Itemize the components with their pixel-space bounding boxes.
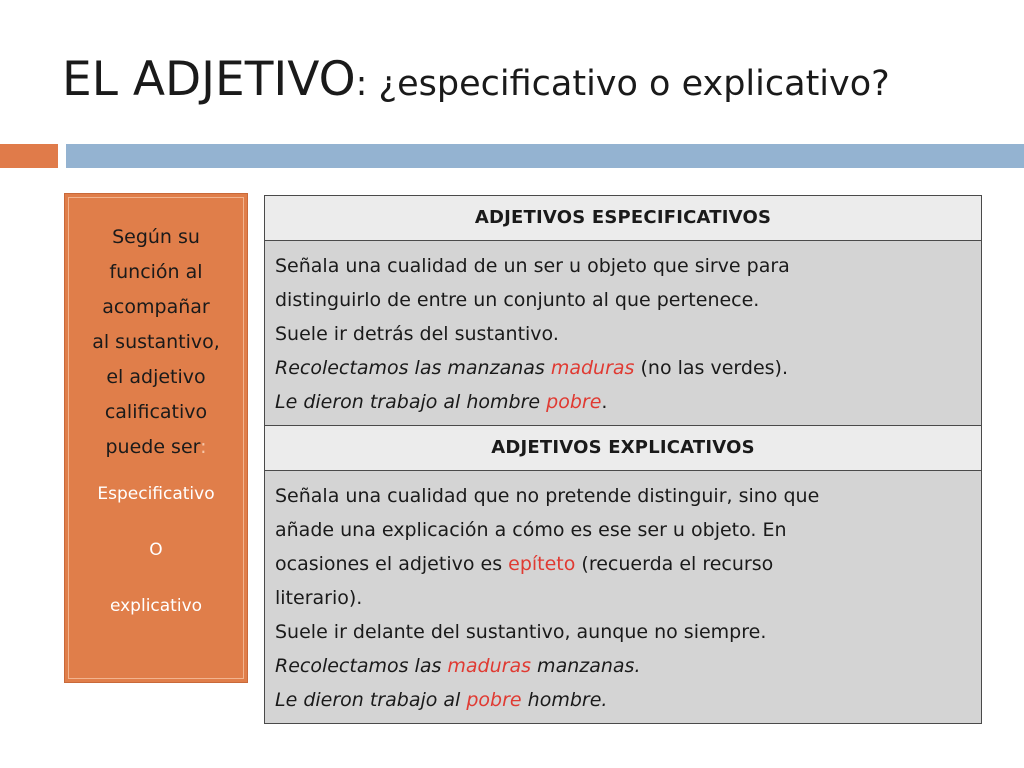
option-connector: O — [149, 540, 163, 560]
side-panel-lead — [81, 220, 231, 465]
accent-bar-blue — [66, 144, 1024, 168]
table-header-especificativos: ADJETIVOS ESPECIFICATIVOS — [265, 196, 981, 241]
title-main: EL ADJETIVO — [62, 52, 356, 107]
lead-line-last — [81, 430, 231, 465]
spec-line: Señala una cualidad de un ser u objeto que sirve para — [275, 255, 790, 277]
expl-line: Señala una cualidad que no pretende distinguir, sino que — [275, 485, 820, 507]
example-text: Le dieron trabajo al — [275, 689, 467, 711]
lead-line: función al — [109, 261, 203, 283]
option-especificativo: Especificativo — [97, 484, 215, 504]
example-text: (no las verdes). — [634, 357, 788, 379]
lead-line: Según su — [112, 226, 200, 248]
table-cell-explicativos — [265, 471, 981, 723]
expl-line-epiteto — [275, 547, 971, 581]
example-text: Le dieron trabajo al hombre — [275, 391, 547, 413]
spec-example-1 — [275, 351, 971, 385]
expl-line: añade una explicación a cómo es ese ser u objeto. En — [275, 519, 787, 541]
lead-line: al sustantivo, — [92, 331, 220, 353]
example-adjective: pobre — [546, 391, 602, 413]
adjective-table — [264, 195, 982, 724]
example-text: Recolectamos las manzanas — [275, 357, 551, 379]
lead-line: puede ser — [105, 436, 201, 458]
spec-example-2 — [275, 385, 971, 419]
accent-bar-orange — [0, 144, 58, 168]
lead-line: acompañar — [102, 296, 210, 318]
example-text: hombre. — [521, 689, 608, 711]
example-adjective: maduras — [447, 655, 532, 677]
spec-line: distinguirlo de entre un conjunto al que pertenece. — [275, 289, 760, 311]
slide-title — [62, 52, 1012, 107]
expl-example-2 — [275, 683, 971, 717]
lead-line: el adjetivo — [106, 366, 206, 388]
table-header-explicativos: ADJETIVOS EXPLICATIVOS — [265, 426, 981, 471]
epiteto-term: epíteto — [508, 553, 576, 575]
example-adjective: maduras — [550, 357, 635, 379]
lead-line: calificativo — [104, 401, 208, 423]
example-text: manzanas. — [531, 655, 641, 677]
expl-text: ocasiones el adjetivo es — [275, 553, 509, 575]
option-explicativo: explicativo — [109, 596, 203, 616]
expl-line: literario). — [275, 587, 363, 609]
example-adjective: pobre — [466, 689, 522, 711]
title-subtitle: ¿especificativo o explicativo? — [367, 64, 890, 104]
example-text: . — [601, 391, 608, 413]
expl-text: (recuerda el recurso — [575, 553, 774, 575]
expl-line: Suele ir delante del sustantivo, aunque no siempre. — [275, 621, 767, 643]
title-colon: : — [355, 64, 368, 104]
lead-colon: : — [200, 436, 207, 458]
table-cell-especificativos — [265, 241, 981, 426]
spec-line: Suele ir detrás del sustantivo. — [275, 323, 559, 345]
example-text: Recolectamos las — [275, 655, 448, 677]
side-panel — [64, 193, 248, 683]
expl-example-1 — [275, 649, 971, 683]
